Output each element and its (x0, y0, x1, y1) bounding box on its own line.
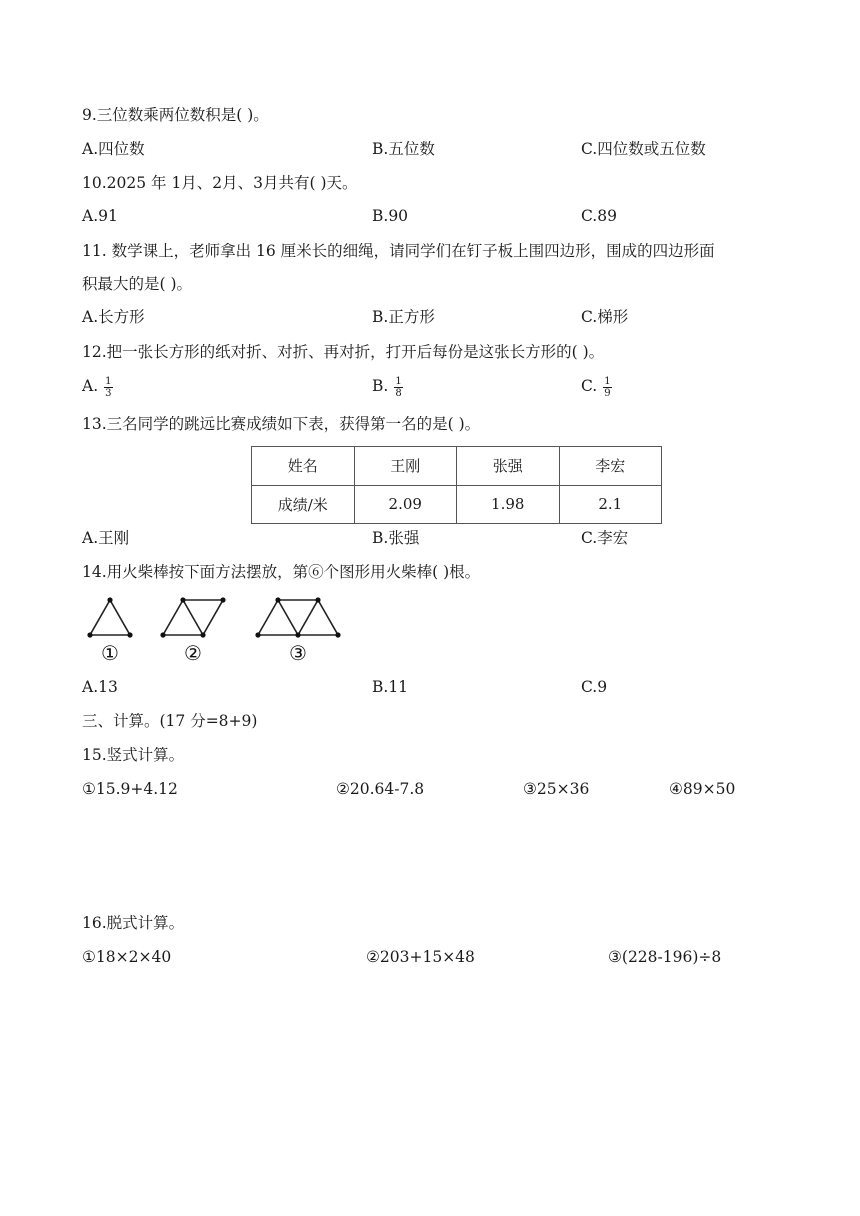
question-14-stem: 14.用火柴棒按下面方法摆放，第⑥个图形用火柴棒( )根。 (82, 563, 481, 581)
question-12-option-b[interactable] (372, 375, 403, 399)
question-10-stem: 10.2025 年 1月、2月、3月共有( )天。 (82, 174, 358, 192)
question-12-option-c[interactable] (581, 375, 612, 399)
table-header-cell: 王刚 (354, 447, 457, 486)
table-row (252, 485, 662, 524)
figure-label-2: ② (184, 641, 202, 665)
option-letter: A. (82, 377, 99, 395)
question-16-item-1: ①18×2×40 (82, 948, 172, 966)
question-10-option-b[interactable]: B.90 (372, 207, 409, 225)
question-10-option-c[interactable]: C.89 (581, 207, 617, 225)
question-16-stem: 16.脱式计算。 (82, 914, 185, 932)
fraction-numerator: 1 (604, 375, 611, 387)
question-13-stem: 13.三名同学的跳远比赛成绩如下表，获得第一名的是( )。 (82, 415, 481, 433)
question-11-option-c[interactable]: C.梯形 (581, 308, 629, 326)
question-15-item-1: ①15.9+4.12 (82, 780, 178, 798)
figure-label-3: ③ (289, 641, 307, 665)
table-header-cell: 李宏 (559, 447, 662, 486)
section-3-heading: 三、计算。(17 分=8+9) (82, 712, 258, 730)
table-header-cell: 张强 (457, 447, 560, 486)
table-row (252, 447, 662, 486)
fraction-denominator: 8 (395, 387, 402, 399)
question-13-option-c[interactable]: C.李宏 (581, 529, 629, 547)
question-15-stem: 15.竖式计算。 (82, 746, 185, 764)
figure-label-1: ① (101, 641, 119, 665)
fraction-numerator: 1 (105, 375, 112, 387)
question-11-stem-line1: 11. 数学课上，老师拿出 16 厘米长的细绳，请同学们在钉子板上围四边形，围成的四边形面 (82, 242, 715, 260)
question-11-stem-line2: 积最大的是( )。 (82, 275, 193, 293)
question-9-stem: 9.三位数乘两位数积是( )。 (82, 106, 269, 124)
question-14-option-c[interactable]: C.9 (581, 678, 608, 696)
fraction (394, 376, 402, 399)
fraction (104, 376, 112, 399)
question-15-item-4: ④89×50 (669, 780, 736, 798)
table-cell: 2.09 (354, 485, 457, 524)
matchstick-triangle-figures (80, 590, 360, 666)
question-14-option-a[interactable]: A.13 (82, 678, 118, 696)
question-13-option-b[interactable]: B.张强 (372, 529, 420, 547)
question-13-option-a[interactable]: A.王刚 (82, 529, 130, 547)
figure-2-triangles (163, 600, 223, 635)
fraction-denominator: 3 (105, 387, 112, 399)
question-15-item-2: ②20.64-7.8 (336, 780, 425, 798)
question-16-item-3: ③(228-196)÷8 (608, 948, 722, 966)
fraction-numerator: 1 (395, 375, 402, 387)
question-12-option-a[interactable] (82, 375, 113, 399)
question-12-stem: 12.把一张长方形的纸对折、对折、再对折，打开后每份是这张长方形的( )。 (82, 343, 605, 361)
question-11-option-b[interactable]: B.正方形 (372, 308, 435, 326)
fraction (603, 376, 611, 399)
fraction-denominator: 9 (604, 387, 611, 399)
figure-3-triangles (258, 600, 338, 635)
question-15-item-3: ③25×36 (523, 780, 590, 798)
table-header-cell: 姓名 (252, 447, 355, 486)
option-letter: B. (372, 377, 389, 395)
question-9-option-a[interactable]: A.四位数 (82, 140, 145, 158)
table-cell: 成绩/米 (252, 485, 355, 524)
long-jump-score-table (251, 446, 662, 524)
table-cell: 1.98 (457, 485, 560, 524)
question-10-option-a[interactable]: A.91 (82, 207, 118, 225)
figure-1-triangle (90, 600, 130, 635)
option-letter: C. (581, 377, 598, 395)
question-14-option-b[interactable]: B.11 (372, 678, 409, 696)
question-9-option-c[interactable]: C.四位数或五位数 (581, 140, 706, 158)
question-11-option-a[interactable]: A.长方形 (82, 308, 145, 326)
question-9-option-b[interactable]: B.五位数 (372, 140, 435, 158)
table-cell: 2.1 (559, 485, 662, 524)
question-16-item-2: ②203+15×48 (366, 948, 475, 966)
